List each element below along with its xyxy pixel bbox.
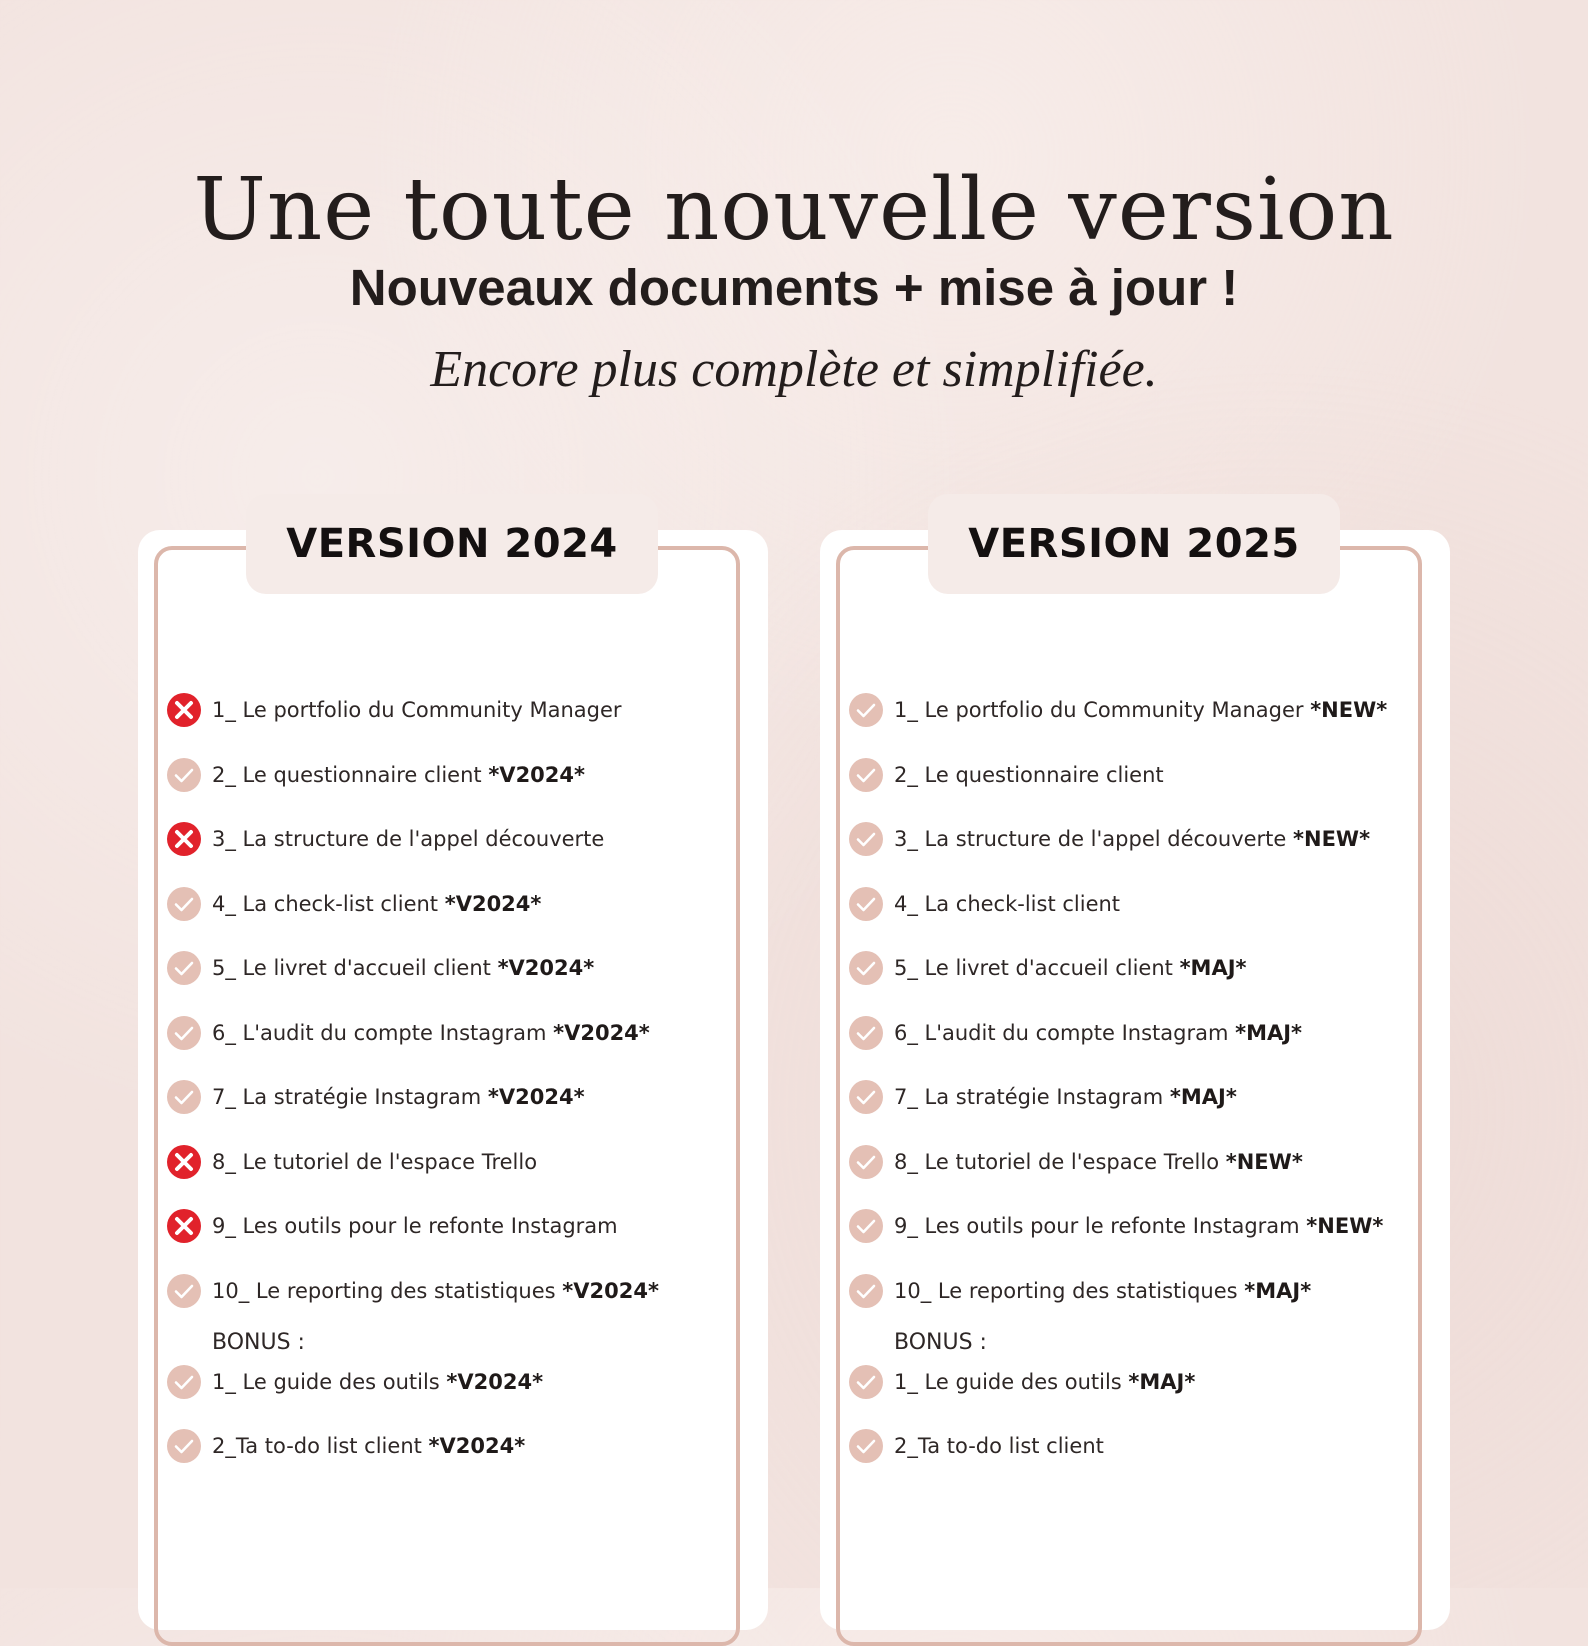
version-tag: *V2024*: [446, 1370, 544, 1394]
list-item-label: [894, 698, 1387, 722]
list-item-label: [894, 1370, 1195, 1394]
item-title: 5_ Le livret d'accueil client: [894, 956, 1180, 980]
version-tag: *MAJ*: [1128, 1370, 1196, 1394]
list-item: [848, 1142, 1303, 1182]
item-title: 1_ Le guide des outils: [212, 1370, 447, 1394]
check-icon: [848, 1273, 884, 1309]
check-icon: [166, 1273, 202, 1309]
list-item-label: [212, 1370, 543, 1394]
item-title: 6_ L'audit du compte Instagram: [894, 1021, 1236, 1045]
item-title: 3_ La structure de l'appel découverte: [212, 827, 605, 851]
item-title: 3_ La structure de l'appel découverte: [894, 827, 1294, 851]
bonus-label: BONUS :: [894, 1330, 987, 1355]
check-icon: [848, 886, 884, 922]
version-tag: *V2024*: [428, 1434, 526, 1458]
check-icon: [848, 1428, 884, 1464]
list-item-label: [212, 956, 594, 980]
item-title: 6_ L'audit du compte Instagram: [212, 1021, 554, 1045]
list-item: [848, 1426, 1104, 1466]
list-item: [166, 1362, 543, 1402]
list-item: [166, 1206, 618, 1246]
list-item: [166, 690, 622, 730]
version-tag: *MAJ*: [1179, 956, 1247, 980]
version-tag: *NEW*: [1310, 698, 1388, 722]
item-title: 2_ Le questionnaire client: [212, 763, 489, 787]
check-icon: [166, 950, 202, 986]
list-item: [166, 1271, 659, 1311]
check-icon: [848, 692, 884, 728]
check-icon: [166, 1428, 202, 1464]
item-title: 2_Ta to-do list client: [212, 1434, 429, 1458]
list-item: [166, 755, 585, 795]
version-tag: *NEW*: [1225, 1150, 1303, 1174]
item-title: 1_ Le guide des outils: [894, 1370, 1129, 1394]
item-title: 7_ La stratégie Instagram: [212, 1085, 488, 1109]
item-title: 1_ Le portfolio du Community Manager: [212, 698, 622, 722]
check-icon: [848, 757, 884, 793]
list-item: [166, 1013, 650, 1053]
list-item-label: [894, 1150, 1303, 1174]
item-title: 10_ Le reporting des statistiques: [894, 1279, 1245, 1303]
item-title: 7_ La stratégie Instagram: [894, 1085, 1170, 1109]
list-item-label: [212, 763, 585, 787]
list-item-label: [212, 1085, 585, 1109]
check-icon: [848, 1144, 884, 1180]
panel-version-2024: [138, 521, 768, 1630]
list-item-label: [894, 1214, 1383, 1238]
list-item-label: [212, 892, 541, 916]
check-icon: [848, 1364, 884, 1400]
cross-icon: [166, 692, 202, 728]
check-icon: [166, 1364, 202, 1400]
item-title: 5_ Le livret d'accueil client: [212, 956, 498, 980]
version-2024-heading: VERSION 2024: [246, 494, 658, 594]
cross-icon: [166, 1208, 202, 1244]
list-item: [848, 1013, 1302, 1053]
list-item: [848, 1206, 1383, 1246]
page-title: Une toute nouvelle version: [193, 160, 1395, 260]
list-item: [848, 690, 1387, 730]
version-tag: *NEW*: [1306, 1214, 1384, 1238]
page-subtitle: Nouveaux documents + mise à jour !: [349, 259, 1239, 316]
version-tag: *V2024*: [497, 956, 595, 980]
version-tag: *V2024*: [488, 763, 585, 787]
list-item: [848, 755, 1164, 795]
list-item-label: [894, 1085, 1237, 1109]
check-icon: [848, 1079, 884, 1115]
item-title: 9_ Les outils pour le refonte Instagram: [212, 1214, 618, 1238]
list-item-label: [894, 892, 1120, 916]
item-title: 4_ La check-list client: [894, 892, 1121, 916]
item-title: 4_ La check-list client: [212, 892, 445, 916]
check-icon: [166, 1015, 202, 1051]
list-item: [166, 1142, 537, 1182]
list-item-label: [894, 827, 1370, 851]
list-item-label: [212, 1434, 525, 1458]
version-tag: *V2024*: [487, 1085, 585, 1109]
panel-version-2025: [820, 521, 1450, 1630]
list-item: [166, 819, 604, 859]
list-item-label: [212, 1214, 618, 1238]
version-2025-heading: VERSION 2025: [928, 494, 1340, 594]
item-title: 2_ Le questionnaire client: [894, 763, 1164, 787]
list-item: [166, 1077, 585, 1117]
list-item-label: [894, 763, 1164, 787]
version-tag: *MAJ*: [1244, 1279, 1312, 1303]
list-item-label: [894, 1279, 1311, 1303]
list-item: [848, 819, 1370, 859]
list-item: [848, 948, 1247, 988]
check-icon: [166, 886, 202, 922]
page-tagline: Encore plus complète et simplifiée.: [430, 341, 1158, 398]
list-item: [166, 884, 541, 924]
list-item-label: [212, 698, 622, 722]
cross-icon: [166, 821, 202, 857]
list-item-label: [212, 827, 604, 851]
list-item-label: [894, 956, 1247, 980]
version-tag: *MAJ*: [1169, 1085, 1237, 1109]
list-item: [166, 1426, 525, 1466]
list-item-label: [212, 1150, 537, 1174]
check-icon: [848, 1208, 884, 1244]
version-tag: *V2024*: [562, 1279, 659, 1303]
bonus-label: BONUS :: [212, 1330, 305, 1355]
check-icon: [848, 950, 884, 986]
list-item: [848, 1271, 1311, 1311]
item-title: 9_ Les outils pour le refonte Instagram: [894, 1214, 1307, 1238]
list-item: [848, 884, 1120, 924]
list-item: [848, 1077, 1237, 1117]
version-tag: *MAJ*: [1235, 1021, 1303, 1045]
list-item-label: [212, 1279, 659, 1303]
cross-icon: [166, 1144, 202, 1180]
item-title: 1_ Le portfolio du Community Manager: [894, 698, 1311, 722]
item-title: 2_Ta to-do list client: [894, 1434, 1104, 1458]
check-icon: [848, 821, 884, 857]
check-icon: [848, 1015, 884, 1051]
check-icon: [166, 757, 202, 793]
item-title: 8_ Le tutoriel de l'espace Trello: [212, 1150, 538, 1174]
version-tag: *V2024*: [444, 892, 542, 916]
version-tag: *V2024*: [553, 1021, 650, 1045]
list-item-label: [894, 1434, 1104, 1458]
version-tag: *NEW*: [1293, 827, 1371, 851]
list-item: [848, 1362, 1195, 1402]
list-item: [166, 948, 594, 988]
item-title: 8_ Le tutoriel de l'espace Trello: [894, 1150, 1226, 1174]
list-item-label: [894, 1021, 1302, 1045]
list-item-label: [212, 1021, 650, 1045]
check-icon: [166, 1079, 202, 1115]
item-title: 10_ Le reporting des statistiques: [212, 1279, 563, 1303]
